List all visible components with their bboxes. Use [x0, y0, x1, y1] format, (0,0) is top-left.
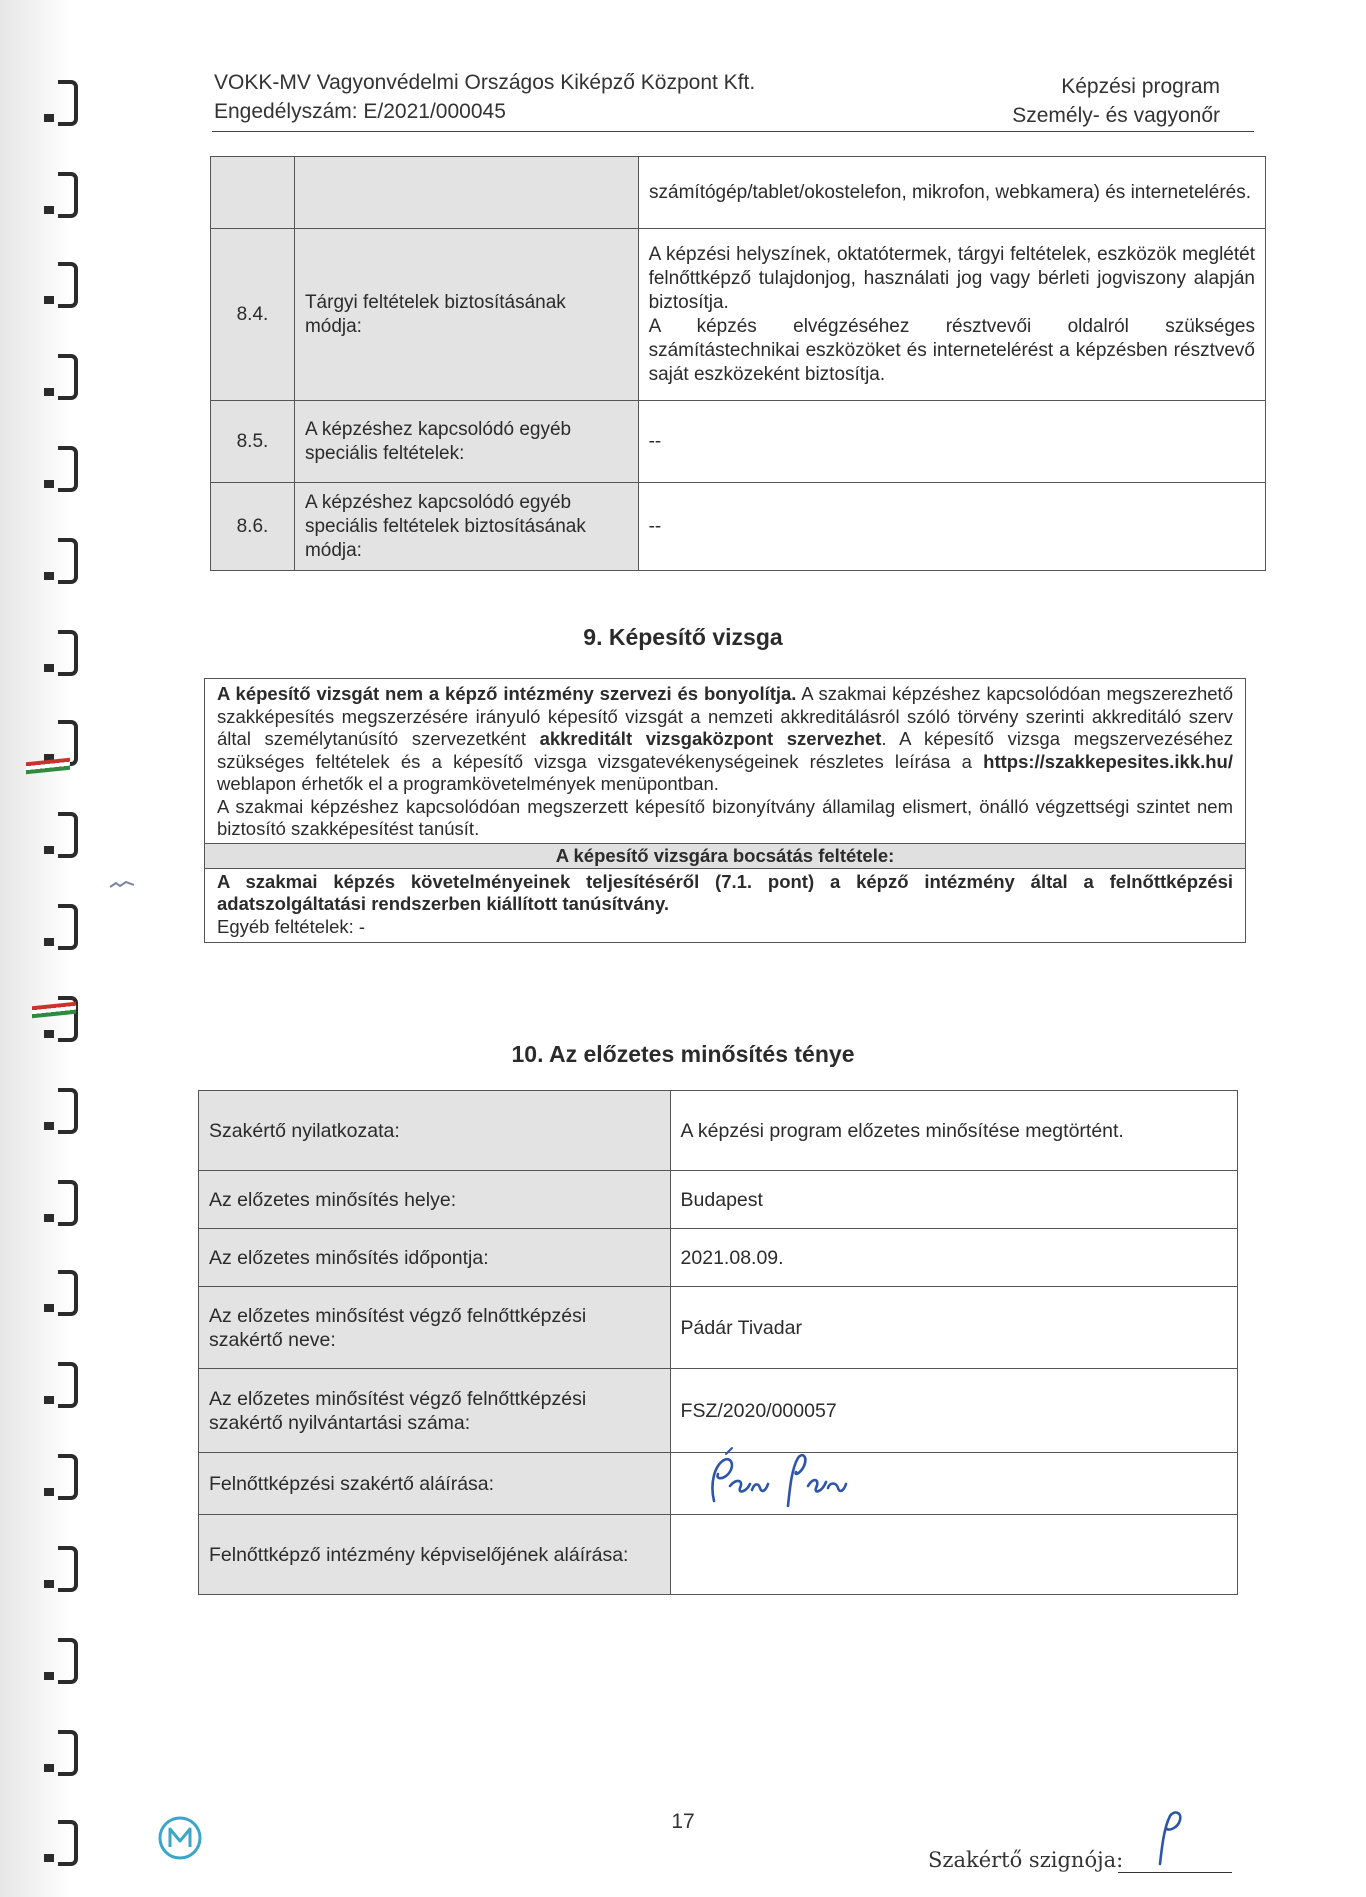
binding-ring	[58, 1638, 78, 1684]
exam-paragraph: A szakmai képzéshez kapcsolódóan megszerzett képesítő bizonyítvány államilag elismert, önálló végzettségi szintet nem biztosító szakképesítést tanúsít.	[217, 795, 1233, 839]
section-10-title: 10. Az előzetes minősítés ténye	[511, 1041, 855, 1067]
row-label: Tárgyi feltételek biztosításának módja:	[294, 229, 638, 401]
binding-ring	[58, 1730, 78, 1776]
exam-box	[204, 678, 1246, 943]
row-value	[638, 229, 1265, 401]
document-type: Képzési program	[1061, 75, 1220, 98]
page-number: 17	[671, 1810, 695, 1833]
initials-line	[1118, 1872, 1232, 1873]
table-row	[211, 483, 1266, 571]
row-label: Az előzetes minősítés időpontja:	[199, 1229, 671, 1287]
row-label: Felnőttképzési szakértő aláírása:	[199, 1453, 671, 1515]
exam-paragraph	[205, 679, 1245, 796]
row-label: A képzéshez kapcsolódó egyéb speciális feltételek biztosításának módja:	[294, 483, 638, 571]
row-label: A képzéshez kapcsolódó egyéb speciális feltételek:	[294, 401, 638, 483]
row-number: 8.6.	[211, 483, 295, 571]
row-value: számítógép/tablet/okostelefon, mikrofon, webkamera) és internetelérés.	[638, 157, 1265, 229]
table-row	[199, 1369, 1238, 1453]
table-row	[199, 1171, 1238, 1229]
row-value: A képzési program előzetes minősítése megtörtént.	[670, 1091, 1237, 1171]
header-divider	[212, 131, 1254, 132]
admission-requirement	[205, 869, 1245, 943]
binding-ring	[58, 812, 78, 858]
row-value: Pádár Tivadar	[670, 1287, 1237, 1369]
row-label: Az előzetes minősítés helye:	[199, 1171, 671, 1229]
section-9-title: 9. Képesítő vizsga	[583, 624, 783, 650]
binding-ring	[58, 1180, 78, 1226]
page-header-right	[1012, 72, 1220, 130]
binding-ring	[58, 538, 78, 584]
row-value: --	[638, 483, 1265, 571]
admission-heading: A képesítő vizsgára bocsátás feltétele:	[205, 843, 1245, 869]
row-value: FSZ/2020/000057	[670, 1369, 1237, 1453]
table-row	[199, 1091, 1238, 1171]
license-number: Engedélyszám: E/2021/000045	[214, 100, 506, 123]
exam-text: . A képesítő vizsga megszervezéséhez szükséges feltételek és a képesítő vizsga vizsgatevékenységeinek részletes leírása a	[217, 728, 1233, 772]
exam-text: A szakmai képzéshez kapcsolódóan megszerezhető szakképesítés megszerzésére irányuló képesítő vizsgát a nemzeti akkreditálásról szóló törvény szerinti akkreditáló szerv által személytanúsító szervezetként	[217, 683, 1233, 749]
binding-ring	[58, 172, 78, 218]
table-row	[199, 1515, 1238, 1595]
binding-ring	[58, 1454, 78, 1500]
table-row	[211, 157, 1266, 229]
row-number: 8.4.	[211, 229, 295, 401]
admission-requirement-text: A szakmai képzés követelményeinek teljesítéséről (7.1. pont) a képző intézmény által a felnőttképzési adatszolgáltatási rendszerben kiállított tanúsítvány.	[217, 870, 1233, 914]
row-number: 8.5.	[211, 401, 295, 483]
stray-mark	[108, 880, 138, 890]
binding-ring	[58, 1362, 78, 1408]
initials-label: Szakértő szignója:	[928, 1848, 1124, 1872]
organization-name: VOKK-MV Vagyonvédelmi Országos Kiképző Központ Kft.	[214, 71, 756, 94]
row-label: Az előzetes minősítést végző felnőttképzési szakértő nyilvántartási száma:	[199, 1369, 671, 1453]
row-value-text: A képzési helyszínek, oktatótermek, tárgyi feltételek, eszközök meglétét felnőttképző tulajdonjog, használati jog vagy bérleti jogviszony alapján biztosítja.	[648, 243, 1255, 313]
exam-text: weblapon érhetők el a programkövetelmények menüpontban.	[217, 773, 719, 794]
row-value: Budapest	[670, 1171, 1237, 1229]
binding-ring	[58, 446, 78, 492]
table-row	[211, 229, 1266, 401]
exam-lead-bold: A képesítő vizsgát nem a képző intézmény szervezi és bonyolítja.	[217, 683, 797, 704]
exam-accredited-bold: akkreditált vizsgaközpont szervezhet	[539, 728, 882, 749]
binding-ring	[58, 262, 78, 308]
row-label	[294, 157, 638, 229]
row-value: 2021.08.09.	[670, 1229, 1237, 1287]
binding-ring	[58, 904, 78, 950]
row-label: Felnőttképző intézmény képviselőjének aláírása:	[199, 1515, 671, 1595]
binding-ring	[58, 1546, 78, 1592]
binding-ring	[58, 1088, 78, 1134]
program-name: Személy- és vagyonőr	[1012, 104, 1220, 127]
spiral-binding	[0, 0, 72, 1897]
row-number	[211, 157, 295, 229]
table-row	[211, 401, 1266, 483]
page-header-left	[214, 68, 755, 126]
table-row	[199, 1287, 1238, 1369]
row-label: Szakértő nyilatkozata:	[199, 1091, 671, 1171]
table-row	[199, 1229, 1238, 1287]
row-value-text: A képzés elvégzéséhez résztvevői oldalról szükséges számítástechnikai eszközöket és internetelérést a képzésben résztvevő saját eszközeként biztosítja.	[648, 315, 1255, 385]
binding-ring	[58, 80, 78, 126]
binding-ring	[58, 1270, 78, 1316]
row-value: --	[638, 401, 1265, 483]
section-8-table	[210, 156, 1266, 571]
exam-url: https://szakkepesites.ikk.hu/	[983, 750, 1233, 772]
representative-signature-cell	[670, 1515, 1237, 1595]
row-label: Az előzetes minősítést végző felnőttképzési szakértő neve:	[199, 1287, 671, 1369]
binding-ring	[58, 354, 78, 400]
expert-signature	[696, 1446, 856, 1516]
expert-initials	[1150, 1806, 1190, 1868]
other-conditions: Egyéb feltételek: -	[217, 915, 366, 937]
section-10-table	[198, 1090, 1238, 1595]
